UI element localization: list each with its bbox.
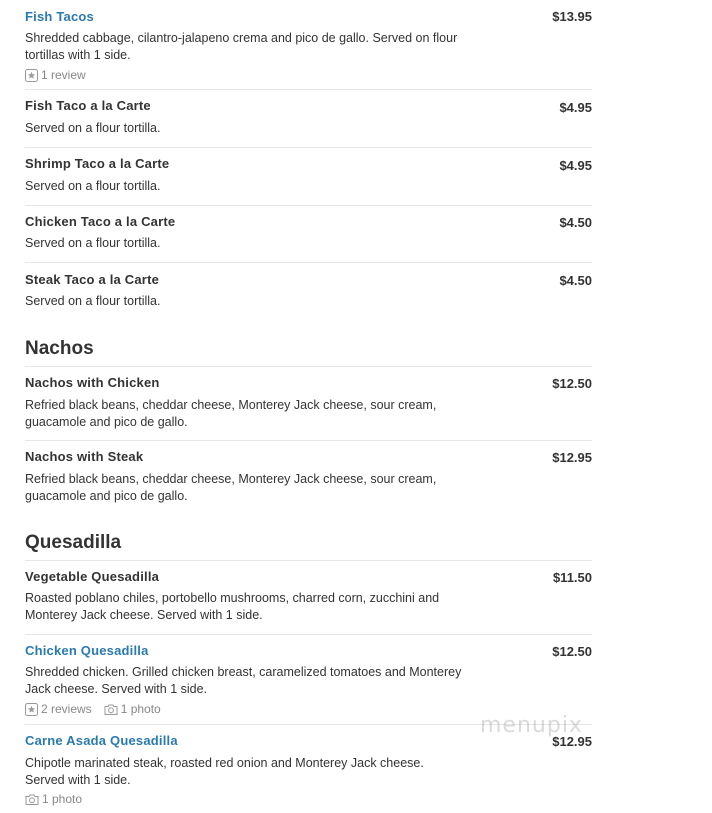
item-price: $12.95: [552, 450, 592, 465]
item-price: $4.95: [559, 158, 592, 173]
item-price: $12.50: [552, 376, 592, 391]
divider: [25, 89, 592, 90]
item-name: Shrimp Taco a la Carte: [25, 156, 170, 171]
camera-icon: [104, 703, 118, 716]
item-description: Shredded chicken. Grilled chicken breast, caramelized tomatoes and Monterey Jack cheese. Served with 1 side.: [25, 665, 462, 696]
item-price: $11.50: [552, 570, 592, 585]
divider: [25, 440, 592, 441]
item-name[interactable]: Carne Asada Quesadilla: [25, 733, 178, 748]
item-description: Served on a flour tortilla.: [25, 121, 161, 135]
item-description: Roasted poblano chiles, portobello mushrooms, charred corn, zucchini and Monterey Jack cheese. Served with 1 side.: [25, 591, 440, 622]
reviews-count: 1 review: [41, 68, 86, 82]
section-title-quesadilla: Quesadilla: [25, 532, 122, 553]
reviews-link[interactable]: [25, 67, 86, 83]
item-description: Served on a flour tortilla.: [25, 294, 161, 308]
divider: [25, 205, 592, 206]
section-title-nachos: Nachos: [25, 338, 94, 359]
reviews-link[interactable]: [25, 701, 92, 717]
item-description: Chipotle marinated steak, roasted red onion and Monterey Jack cheese. Served with 1 side.: [25, 756, 424, 787]
item-name: Fish Taco a la Carte: [25, 98, 151, 113]
item-description: Refried black beans, cheddar cheese, Monterey Jack cheese, sour cream, guacamole and pico de gallo.: [25, 398, 437, 429]
item-meta: [25, 67, 98, 83]
item-description: Served on a flour tortilla.: [25, 236, 161, 250]
item-description: Served on a flour tortilla.: [25, 179, 161, 193]
camera-icon: [25, 793, 39, 806]
section-divider: [25, 560, 592, 561]
item-name: Chicken Taco a la Carte: [25, 214, 176, 229]
divider: [25, 262, 592, 263]
item-meta: [25, 701, 173, 717]
photos-count: 1 photo: [42, 792, 83, 806]
section-divider: [25, 366, 592, 367]
review-star-icon: [25, 69, 38, 82]
item-name[interactable]: Chicken Quesadilla: [25, 643, 149, 658]
item-name[interactable]: Fish Tacos: [25, 9, 94, 24]
divider: [25, 634, 592, 635]
photos-link[interactable]: [104, 701, 161, 717]
item-price: $13.95: [552, 9, 592, 24]
reviews-count: 2 reviews: [41, 702, 92, 716]
item-description: Shredded cabbage, cilantro-jalapeno crema and pico de gallo. Served on flour tortillas with 1 side.: [25, 31, 458, 62]
item-price: $12.95: [552, 734, 592, 749]
photos-count: 1 photo: [120, 702, 161, 716]
item-price: $4.50: [559, 273, 592, 288]
item-name: Nachos with Chicken: [25, 375, 160, 390]
item-description: Refried black beans, cheddar cheese, Monterey Jack cheese, sour cream, guacamole and pico de gallo.: [25, 472, 437, 503]
item-price: $4.50: [559, 215, 592, 230]
divider: [25, 147, 592, 148]
item-name: Steak Taco a la Carte: [25, 272, 160, 287]
photos-link[interactable]: [25, 791, 82, 807]
menupix-watermark: menupix: [480, 713, 583, 738]
item-price: $12.50: [552, 644, 592, 659]
review-star-icon: [25, 703, 38, 716]
item-meta: [25, 791, 94, 807]
item-name: Vegetable Quesadilla: [25, 569, 160, 584]
item-price: $4.95: [559, 100, 592, 115]
item-name: Nachos with Steak: [25, 449, 144, 464]
